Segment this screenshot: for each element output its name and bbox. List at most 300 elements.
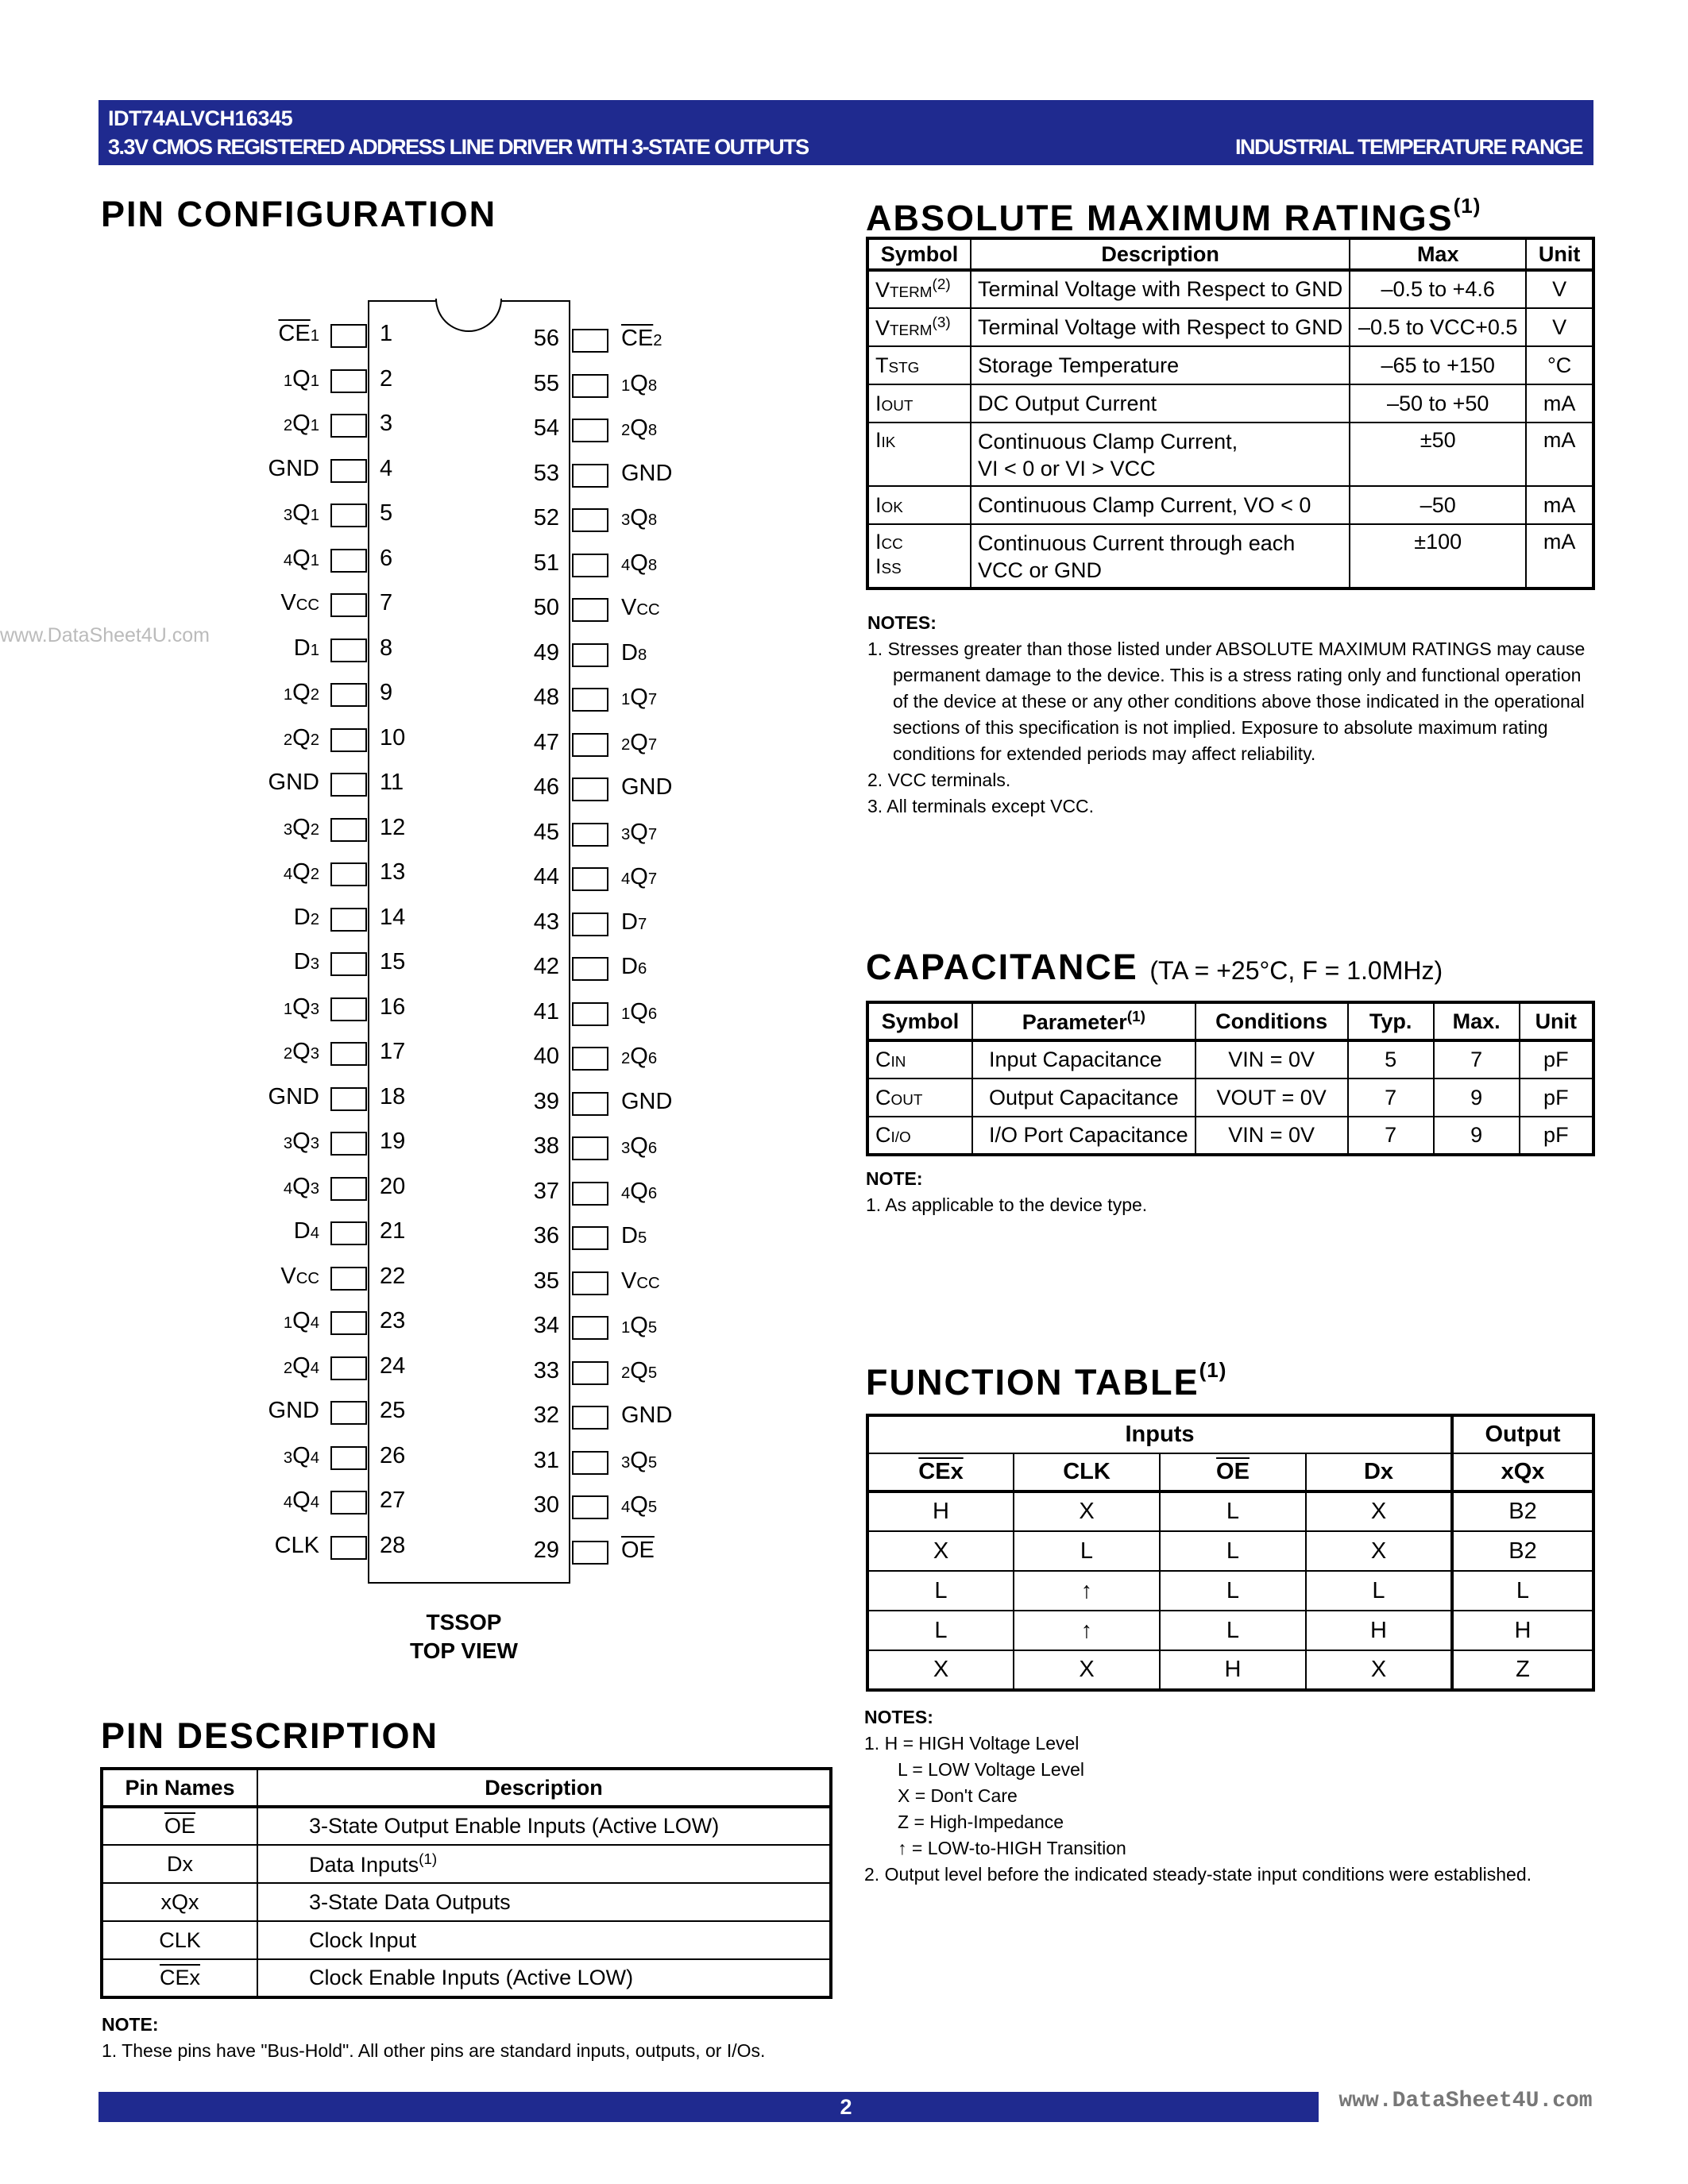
pin-number: 30	[533, 1492, 559, 1518]
input-cell: H	[867, 1491, 1014, 1531]
pin-number: 26	[380, 1442, 406, 1468]
pin-box-right	[572, 688, 608, 712]
pin-box-right	[572, 823, 608, 847]
pin-name-text: xQx	[160, 1889, 199, 1914]
output-cell: Z	[1452, 1650, 1593, 1690]
pin-label	[621, 1089, 672, 1114]
pin-base: D	[293, 1218, 311, 1244]
max-cell: 9	[1434, 1078, 1520, 1117]
pin-box-left	[330, 997, 367, 1021]
pin-suffix: 1	[310, 417, 319, 434]
pin-box-left	[330, 862, 367, 886]
pin-base: Q	[292, 1308, 311, 1333]
abs-max-note-1c: of the device at these or any other conditions above those indicated in the operational	[893, 691, 1585, 712]
pin-desc-text: 3-State Output Enable Inputs (Active LOW)	[309, 1814, 720, 1838]
col-conditions: Conditions	[1196, 1002, 1348, 1040]
pin-prefix: 4	[283, 1179, 293, 1198]
description-line: VI < 0 or VI > VCC	[978, 457, 1156, 480]
pin-name-left	[294, 905, 319, 931]
pin-base: Q	[630, 1313, 648, 1338]
table-row	[867, 308, 1593, 346]
pin-box-right	[572, 1271, 608, 1295]
pin-name-right	[621, 371, 657, 397]
input-cell: L	[1306, 1571, 1452, 1611]
symbol-sub: SS	[881, 561, 902, 577]
pin-label	[621, 1044, 657, 1069]
pin-label	[284, 859, 319, 885]
pin-base: D	[621, 954, 638, 979]
col-description: Description	[257, 1769, 831, 1807]
description-line: Continuous Clamp Current, VO < 0	[978, 492, 1311, 517]
pin-name-left	[284, 1488, 319, 1514]
pin-base: Q	[630, 729, 648, 755]
pin-suffix: 3	[310, 1179, 319, 1198]
description-line: Continuous Current through each	[978, 531, 1296, 555]
unit-cell: mA	[1526, 524, 1593, 588]
pin-suffix: 2	[653, 332, 662, 349]
pin-prefix: 4	[283, 866, 293, 883]
table-row	[867, 1611, 1593, 1650]
pin-name-right	[621, 1538, 655, 1564]
abs-max-note-1b: permanent damage to the device. This is a stress rating only and functional operation	[893, 665, 1582, 685]
pin-prefix: 3	[283, 507, 293, 524]
pin-name-right	[621, 730, 657, 756]
pin-suffix: 2	[310, 731, 319, 749]
pin-number: 19	[380, 1129, 406, 1154]
pin-base: Q	[630, 550, 648, 576]
pin-number: 21	[380, 1218, 406, 1244]
pin-base: Q	[292, 1129, 311, 1154]
pin-number: 25	[380, 1398, 406, 1423]
pin-box-left	[330, 593, 367, 617]
pin-number: 17	[380, 1039, 406, 1064]
pin-name-left	[284, 859, 319, 886]
description-cell	[971, 524, 1350, 588]
unit-cell: pF	[1520, 1117, 1593, 1155]
pin-label	[621, 1403, 672, 1428]
pin-label	[621, 461, 672, 486]
pin-number: 45	[533, 819, 559, 845]
pin-base: Q	[630, 819, 648, 845]
pin-name-right	[621, 685, 657, 711]
symbol-cell	[867, 486, 971, 524]
input-cell: X	[1014, 1650, 1160, 1690]
pin-label	[621, 820, 657, 845]
pin-name-left	[284, 546, 319, 572]
pin-number: 1	[380, 321, 393, 346]
col-typ: Typ.	[1348, 1002, 1434, 1040]
function-table-notes	[864, 1704, 1532, 1888]
capacitance-title	[866, 947, 1443, 988]
symbol-text: I	[875, 530, 882, 554]
symbol-cell	[867, 423, 971, 486]
pin-number: 10	[380, 724, 406, 751]
pin-number: 29	[533, 1537, 559, 1563]
pin-number: 56	[533, 326, 559, 351]
symbol-sub: IN	[890, 1054, 906, 1071]
symbol-text: V	[875, 278, 890, 302]
package-caption	[384, 1608, 543, 1665]
pin-prefix: 2	[283, 1359, 293, 1377]
pin-label	[280, 1264, 319, 1289]
pin-name-text: $\overline{CEx}$	[159, 1966, 200, 1989]
symbol-text: I	[875, 391, 882, 415]
col-symbol: Symbol	[867, 1002, 972, 1040]
pin-box-right	[572, 1002, 608, 1026]
input-cell: L	[1160, 1531, 1306, 1571]
description-cell	[971, 308, 1350, 346]
unit-cell: mA	[1526, 384, 1593, 423]
pin-suffix: 1	[310, 551, 319, 569]
pin-base: Q	[292, 859, 311, 885]
pin-box-left	[330, 1356, 367, 1380]
pin-name-right	[621, 1268, 660, 1295]
pin-suffix: 4	[310, 1314, 319, 1332]
col-parameter-sup: (1)	[1126, 1008, 1145, 1025]
pin-number: 36	[533, 1223, 559, 1248]
pin-base: GND	[268, 1083, 319, 1109]
abs-max-note-2: 2. VCC terminals.	[867, 770, 1011, 790]
pin-base: Q	[630, 1044, 648, 1069]
pin-box-left	[330, 1221, 367, 1245]
pin-name-right	[621, 954, 647, 980]
typ-cell: 5	[1348, 1040, 1434, 1078]
pin-suffix: 6	[647, 1184, 658, 1202]
pin-box-right	[572, 1092, 608, 1116]
unit-cell: pF	[1520, 1078, 1593, 1117]
pin-suffix: 1	[310, 327, 319, 345]
pin-prefix: 2	[621, 1364, 631, 1382]
pin-suffix: 3	[310, 1000, 319, 1018]
col-dx: Dx	[1306, 1453, 1452, 1491]
pin-box-left	[330, 324, 367, 348]
pin-box-right	[572, 329, 608, 353]
max-cell: ±100	[1350, 524, 1526, 588]
pin-label	[621, 326, 662, 351]
pin-name-right	[621, 595, 660, 621]
pin-label	[268, 1398, 319, 1423]
abs-max-note-1e: conditions for extended periods may affect reliability.	[893, 743, 1316, 764]
pin-suffix: 7	[647, 825, 658, 843]
col-pin-names: Pin Names	[102, 1769, 257, 1807]
pin-box-right	[572, 643, 608, 667]
pin-desc-text: 3-State Data Outputs	[309, 1889, 511, 1914]
pin-number: 31	[533, 1447, 559, 1473]
col-symbol: Symbol	[867, 238, 971, 270]
pin-base: Q	[630, 505, 648, 531]
pin-box-left	[330, 773, 367, 797]
pin-number: 18	[380, 1083, 406, 1109]
pin-desc-title: PIN DESCRIPTION	[101, 1715, 439, 1756]
pin-prefix: 4	[283, 551, 293, 569]
pin-suffix: 7	[647, 870, 658, 888]
pin-prefix: 2	[621, 735, 631, 754]
pin-number: 33	[533, 1357, 559, 1383]
pin-box-left	[330, 1177, 367, 1201]
pin-suffix: 6	[647, 1140, 658, 1157]
table-row	[867, 346, 1593, 384]
pin-name-right	[621, 1133, 657, 1160]
pin-number: 16	[380, 994, 406, 1020]
pin-prefix: 1	[283, 372, 293, 390]
conditions-cell: VIN = 0V	[1196, 1040, 1348, 1078]
pin-name-text: $\overline{OE}$	[164, 1814, 195, 1838]
pin-box-left	[330, 414, 367, 438]
pin-name-left	[284, 1308, 319, 1334]
pin-base: GND	[621, 774, 673, 800]
pin-number: 8	[380, 635, 393, 661]
pin-name-right	[621, 1313, 657, 1339]
pin-box-left	[330, 908, 367, 932]
pin-prefix: 4	[621, 556, 631, 574]
pin-label	[621, 954, 647, 979]
pin-base: Q	[292, 545, 311, 571]
table-row	[867, 524, 1593, 588]
pin-label	[280, 590, 319, 615]
pin-box-left	[330, 1446, 367, 1470]
pin-number: 15	[380, 949, 406, 974]
pin-base: D	[621, 909, 638, 935]
pin-number: 14	[380, 904, 406, 930]
pin-label	[621, 1133, 657, 1159]
pin-base: $\overline{CE}$	[278, 321, 311, 346]
pin-number: 32	[533, 1403, 559, 1428]
symbol-sub: IK	[881, 434, 896, 451]
unit-cell: V	[1526, 270, 1593, 308]
pin-base: Q	[630, 1492, 648, 1518]
temperature-range: INDUSTRIAL TEMPERATURE RANGE	[1234, 135, 1582, 159]
pin-base: Q	[292, 814, 311, 840]
pin-label	[621, 595, 660, 620]
pin-prefix: 4	[621, 1499, 631, 1516]
description-line: Terminal Voltage with Respect to GND	[978, 314, 1343, 339]
max-cell: –50 to +50	[1350, 384, 1526, 423]
pin-base: Q	[292, 1173, 311, 1199]
pin-box-right	[572, 598, 608, 622]
input-cell: L	[1160, 1571, 1306, 1611]
pin-prefix: 1	[283, 1000, 293, 1018]
pin-box-right	[572, 1316, 608, 1340]
pin-name-right	[621, 1223, 647, 1249]
pin-suffix: 8	[647, 556, 658, 574]
pin-prefix: 3	[621, 1140, 631, 1157]
pin-prefix: 1	[621, 1319, 631, 1337]
function-note-1d: Z = High-Impedance	[898, 1812, 1064, 1832]
col-cex-text: $\overline{CEx}$	[918, 1459, 964, 1484]
pin-label	[621, 415, 657, 441]
typ-cell: 7	[1348, 1117, 1434, 1155]
pin-suffix: 5	[637, 1229, 647, 1247]
pin-base: $\overline{OE}$	[621, 1537, 655, 1563]
abs-max-table	[866, 237, 1595, 590]
pin-label	[621, 1358, 657, 1383]
function-table	[866, 1414, 1595, 1692]
symbol-text: I	[875, 492, 882, 517]
pin-box-right	[572, 1361, 608, 1385]
pin-label	[294, 635, 319, 661]
pin-base: Q	[292, 724, 311, 751]
pin-number: 43	[533, 909, 559, 935]
pin-prefix: 3	[283, 1135, 293, 1152]
pin-box-left	[330, 549, 367, 573]
pin-name-left	[284, 680, 319, 706]
pin-label	[621, 1223, 647, 1248]
input-cell: L	[1160, 1611, 1306, 1650]
pin-name-right	[621, 326, 662, 352]
description-cell	[971, 270, 1350, 308]
pin-name-right	[621, 909, 647, 936]
conditions-cell: VOUT = 0V	[1196, 1078, 1348, 1117]
pin-label	[284, 1129, 319, 1154]
pin-name-cell	[102, 1883, 257, 1921]
pin-number: 47	[533, 729, 559, 755]
pin-label	[621, 1179, 657, 1204]
pin-prefix: 4	[621, 1184, 631, 1202]
pin-number: 37	[533, 1178, 559, 1204]
pin-prefix: 3	[621, 511, 631, 529]
pin-name-left	[284, 366, 319, 392]
col-parameter-text: Parameter	[1022, 1009, 1127, 1034]
pin-base: Q	[292, 994, 311, 1020]
pin-number: 23	[380, 1308, 406, 1333]
pin-name-cell	[102, 1959, 257, 1997]
capacitance-table	[866, 1001, 1595, 1156]
col-max: Max.	[1434, 1002, 1520, 1040]
typ-cell: 7	[1348, 1078, 1434, 1117]
pin-name-left	[284, 1174, 319, 1200]
unit-cell: °C	[1526, 346, 1593, 384]
pin-box-right	[572, 1451, 608, 1475]
pin-box-left	[330, 639, 367, 662]
pin-base: V	[621, 595, 637, 620]
pin-suffix: 3	[310, 1045, 319, 1063]
pin-label	[621, 505, 657, 531]
pin-prefix: 3	[283, 1449, 293, 1467]
pin-suffix: 1	[310, 372, 319, 390]
pin-config-title: PIN CONFIGURATION	[101, 194, 497, 234]
pin-name-right	[621, 820, 657, 846]
pin-number: 22	[380, 1263, 406, 1289]
description-cell	[971, 486, 1350, 524]
symbol-cell	[867, 1117, 972, 1155]
pin-name-right	[621, 550, 657, 577]
pin-prefix: 2	[621, 1050, 631, 1067]
pin-label	[284, 725, 319, 751]
pin-name-left	[278, 321, 319, 347]
pin-suffix: 5	[647, 1453, 658, 1472]
max-cell: ±50	[1350, 423, 1526, 486]
abs-max-title-sup: (1)	[1453, 194, 1481, 218]
col-parameter	[972, 1002, 1196, 1040]
pin-label	[268, 456, 319, 481]
symbol-text: I	[875, 428, 882, 452]
pin-box-right	[572, 913, 608, 936]
pin-box-right	[572, 508, 608, 532]
symbol-cell	[867, 524, 971, 588]
pin-suffix: 8	[637, 646, 647, 664]
symbol-text: V	[875, 315, 890, 340]
pin-number: 55	[533, 370, 559, 396]
pin-name-right	[621, 864, 657, 890]
table-row	[102, 1807, 831, 1845]
pin-number: 4	[380, 455, 393, 481]
pin-suffix: 4	[310, 1494, 319, 1511]
pin-box-left	[330, 952, 367, 976]
unit-cell: mA	[1526, 423, 1593, 486]
pin-box-left	[330, 1491, 367, 1515]
col-description: Description	[971, 238, 1350, 270]
pin-label	[284, 500, 319, 526]
pin-suffix: 8	[647, 376, 658, 395]
pin-suffix: 5	[647, 1364, 658, 1382]
pin-base: Q	[292, 1039, 311, 1064]
unit-cell: V	[1526, 308, 1593, 346]
table-row	[867, 1491, 1593, 1531]
pin-number: 24	[380, 1352, 406, 1379]
pin-prefix: 2	[283, 417, 293, 434]
abs-max-note-1d: sections of this specification is not implied. Exposure to absolute maximum rating	[893, 717, 1548, 738]
pin-box-right	[572, 733, 608, 757]
pin-base: Q	[630, 1133, 648, 1159]
input-cell: L	[867, 1611, 1014, 1650]
pin-base: Q	[630, 1178, 648, 1204]
pin-name-left	[280, 1264, 319, 1290]
pin-box-right	[572, 464, 608, 488]
pin-base: Q	[292, 411, 311, 436]
pin-base: GND	[268, 770, 319, 795]
pin-desc-table	[100, 1767, 832, 1999]
abs-max-notes	[867, 610, 1597, 820]
pin-name-cell	[102, 1845, 257, 1883]
max-cell: –0.5 to +4.6	[1350, 270, 1526, 308]
pin-box-right	[572, 1226, 608, 1250]
pin-number: 2	[380, 365, 393, 392]
group-output: Output	[1452, 1415, 1593, 1453]
pin-name-left	[268, 456, 319, 482]
pin-prefix: 4	[283, 1494, 293, 1511]
pin-desc-text: Clock Input	[309, 1927, 417, 1952]
pin-number: 13	[380, 859, 406, 885]
pin-box-right	[572, 1541, 608, 1565]
pin-name-left	[284, 1443, 319, 1469]
pin-suffix: 5	[647, 1319, 658, 1337]
table-row	[867, 1531, 1593, 1571]
part-number: IDT74ALVCH16345	[108, 106, 293, 130]
symbol-text: C	[875, 1123, 891, 1147]
pin-name-left	[284, 1129, 319, 1155]
pin-suffix: 3	[310, 955, 319, 973]
pin-name-right	[621, 1044, 657, 1070]
pin-label	[621, 550, 657, 576]
pin-number: 12	[380, 814, 406, 840]
input-cell: L	[1014, 1531, 1160, 1571]
pin-label	[621, 1313, 657, 1338]
pin-base: Q	[630, 415, 648, 441]
input-cell: H	[1306, 1611, 1452, 1650]
pin-prefix: 3	[621, 825, 631, 843]
description-cell	[971, 423, 1350, 486]
pin-base: Q	[292, 1442, 311, 1468]
pin-name-right	[621, 640, 647, 666]
pin-suffix: 8	[647, 422, 658, 439]
pin-box-right	[572, 867, 608, 891]
parameter-cell: I/O Port Capacitance	[972, 1117, 1196, 1155]
symbol-sub: STG	[888, 359, 920, 376]
pin-name-right	[621, 461, 672, 487]
pin-box-left	[330, 369, 367, 393]
pin-suffix: 1	[310, 641, 319, 659]
pin-name-left	[284, 1039, 319, 1065]
